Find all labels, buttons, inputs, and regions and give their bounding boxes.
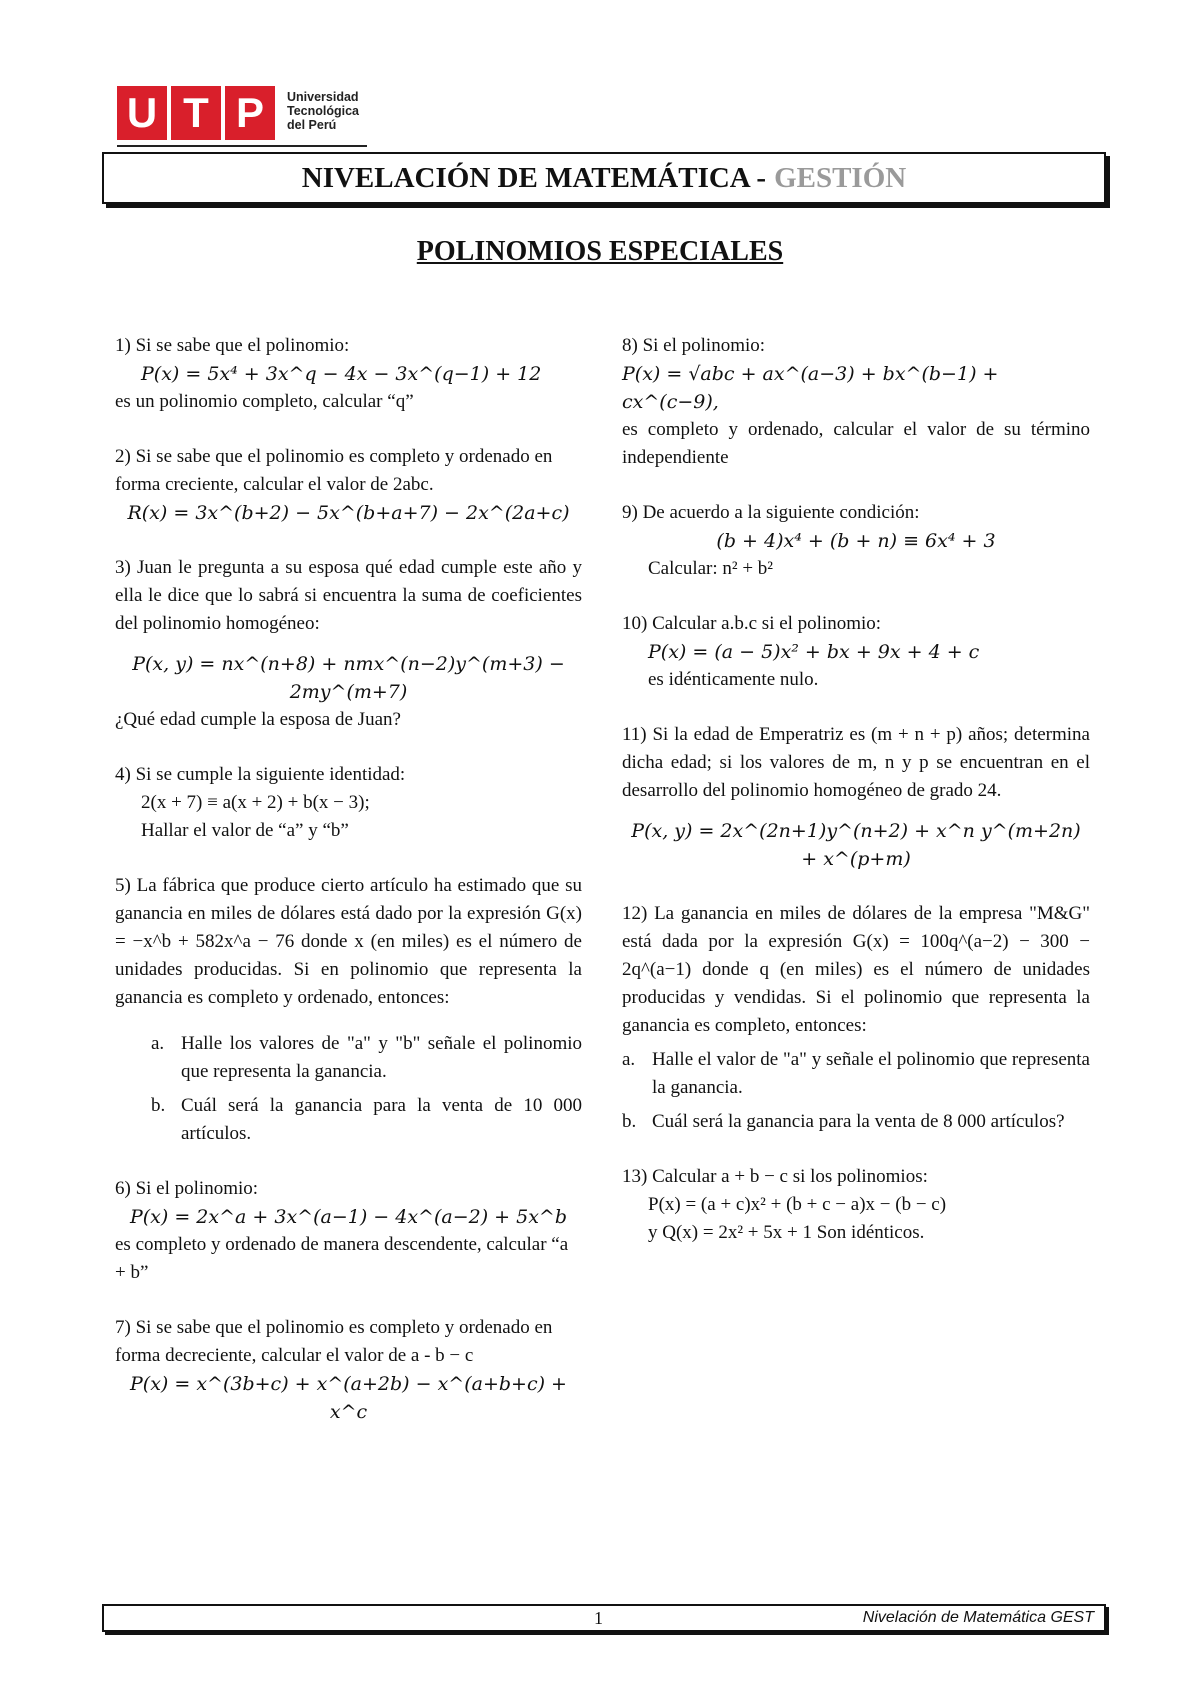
q12-text: 12) La ganancia en miles de dólares de la empresa "M&G" está dada por la expresión G(x) = 100q^(a−2) − 300 − 2q^(a−1) donde q (en miles) es el número de unidades producidas y vendidas. Si el polinomio que representa la ganancia es completo, entonces:	[622, 903, 1090, 1036]
q10-formula: P(x) = (a − 5)x² + bx + 9x + 4 + c	[648, 641, 980, 663]
page-title: NIVELACIÓN DE MATEMÁTICA -	[301, 161, 767, 194]
section-subtitle: POLINOMIOS ESPECIALES	[416, 236, 784, 267]
logo-letter-t: T	[171, 86, 221, 140]
question-10	[622, 610, 1090, 694]
q12-item-b-text: Cuál será la ganancia para la venta de 8 000 artículos?	[652, 1111, 1065, 1132]
q7-text: 7) Si se sabe que el polinomio es completo y ordenado en forma decreciente, calcular el valor de a - b − c	[115, 1317, 553, 1366]
q13-text2: y Q(x) = 2x² + 5x + 1 Son idénticos.	[648, 1222, 925, 1243]
q2-text: 2) Si se sabe que el polinomio es completo y ordenado en forma creciente, calcular el valor de 2abc.	[115, 446, 553, 495]
q5-item-a-text: Halle los valores de "a" y "b" señale el polinomio que representa la ganancia.	[181, 1033, 582, 1082]
page-title-accent: GESTIÓN	[774, 161, 907, 194]
q9-text: 9) De acuerdo a la siguiente condición:	[622, 502, 920, 523]
q12-item-b	[622, 1108, 1090, 1136]
title-box	[102, 152, 1106, 204]
q5-item-b	[115, 1092, 582, 1148]
logo-line-1: Universidad	[287, 90, 359, 104]
q9-text2: Calcular: n² + b²	[648, 558, 773, 579]
q5-item-a	[115, 1030, 582, 1086]
q5-text: 5) La fábrica que produce cierto artículo ha estimado que su ganancia en miles de dólares está dado por la expresión G(x) = −x^b + 582x^a − 76 donde x (en miles) es el número de unidades producidas. Si en polinomio que representa la ganancia es completo y ordenado, entonces:	[115, 875, 582, 1008]
question-2	[115, 443, 582, 527]
q5-item-b-text: Cuál será la ganancia para la venta de 10 000 artículos.	[181, 1095, 582, 1144]
q5-item-a-label: a.	[151, 1033, 165, 1054]
q3-text2: ¿Qué edad cumple la esposa de Juan?	[115, 709, 401, 730]
logo-line-2: Tecnológica	[287, 104, 360, 118]
q10-text: 10) Calcular a.b.c si el polinomio:	[622, 613, 882, 634]
q1-text: 1) Si se sabe que el polinomio:	[115, 335, 350, 356]
q1-text2: es un polinomio completo, calcular “q”	[115, 391, 414, 412]
q8-text: 8) Si el polinomio:	[622, 335, 766, 356]
q3-formula: P(x, y) = nx^(n+8) + nmx^(n−2)y^(m+3) − 2my^(m+7)	[132, 653, 565, 703]
q8-text2: es completo y ordenado, calcular el valor de su término independiente	[622, 419, 1090, 468]
q8-formula: P(x) = √abc + ax^(a−3) + bx^(b−1) + cx^(c−9),	[622, 363, 999, 413]
logo-letter-p: P	[225, 86, 275, 140]
logo-text	[287, 90, 359, 132]
q12-item-a	[622, 1046, 1090, 1102]
question-6	[115, 1175, 582, 1287]
q12-item-b-label: b.	[622, 1111, 637, 1132]
q3-text: 3) Juan le pregunta a su esposa qué edad cumple este año y ella le dice que lo sabrá si encuentra la suma de coeficientes del polinomio homogéneo:	[115, 557, 582, 634]
q5-item-b-label: b.	[151, 1095, 166, 1116]
q6-formula: P(x) = 2x^a + 3x^(a−1) − 4x^(a−2) + 5x^b	[129, 1206, 568, 1228]
q4-text: 4) Si se cumple la siguiente identidad:	[115, 764, 406, 785]
question-1	[115, 332, 582, 416]
q13-formula: P(x) = (a + c)x² + (b + c − a)x − (b − c)	[648, 1194, 947, 1215]
logo-letters	[117, 86, 275, 140]
q7-formula: P(x) = x^(3b+c) + x^(a+2b) − x^(a+b+c) + x^c	[130, 1373, 567, 1423]
question-12	[622, 900, 1090, 1136]
logo-divider	[117, 145, 367, 147]
logo-line-3: del Perú	[287, 118, 337, 132]
footer-note: Nivelación de Matemática GEST	[862, 1609, 1094, 1626]
q10-text2: es idénticamente nulo.	[648, 669, 819, 690]
page-number: 1	[594, 1608, 603, 1628]
q4-text2: Hallar el valor de “a” y “b”	[141, 820, 349, 841]
question-11	[622, 721, 1090, 873]
left-column	[115, 332, 582, 1453]
utp-logo	[117, 86, 359, 140]
question-9	[622, 499, 1090, 583]
q6-text2: es completo y ordenado de manera descendente, calcular “a + b”	[115, 1234, 569, 1283]
q13-text: 13) Calcular a + b − c si los polinomios:	[622, 1166, 928, 1187]
question-4	[115, 761, 582, 845]
question-5	[115, 872, 582, 1148]
q2-formula: R(x) = 3x^(b+2) − 5x^(b+a+7) − 2x^(2a+c)	[127, 502, 570, 524]
logo-letter-u: U	[117, 86, 167, 140]
question-7	[115, 1314, 582, 1426]
right-column	[622, 332, 1090, 1274]
q11-formula: P(x, y) = 2x^(2n+1)y^(n+2) + x^n y^(m+2n) + x^(p+m)	[631, 820, 1081, 870]
q11-text: 11) Si la edad de Emperatriz es (m + n + p) años; determina dicha edad; si los valores de m, n y p se encuentran en el desarrollo del polinomio homogéneo de grado 24.	[622, 724, 1090, 801]
q1-formula: P(x) = 5x⁴ + 3x^q − 4x − 3x^(q−1) + 12	[141, 363, 542, 385]
question-8	[622, 332, 1090, 472]
q12-item-a-label: a.	[622, 1049, 636, 1070]
q9-formula: (b + 4)x⁴ + (b + n) ≡ 6x⁴ + 3	[716, 530, 996, 552]
page-footer	[102, 1604, 1106, 1632]
question-13	[622, 1163, 1090, 1247]
question-3	[115, 554, 582, 734]
q12-item-a-text: Halle el valor de "a" y señale el polinomio que representa la ganancia.	[652, 1049, 1090, 1098]
q6-text: 6) Si el polinomio:	[115, 1178, 259, 1199]
q4-formula: 2(x + 7) ≡ a(x + 2) + b(x − 3);	[141, 792, 370, 813]
